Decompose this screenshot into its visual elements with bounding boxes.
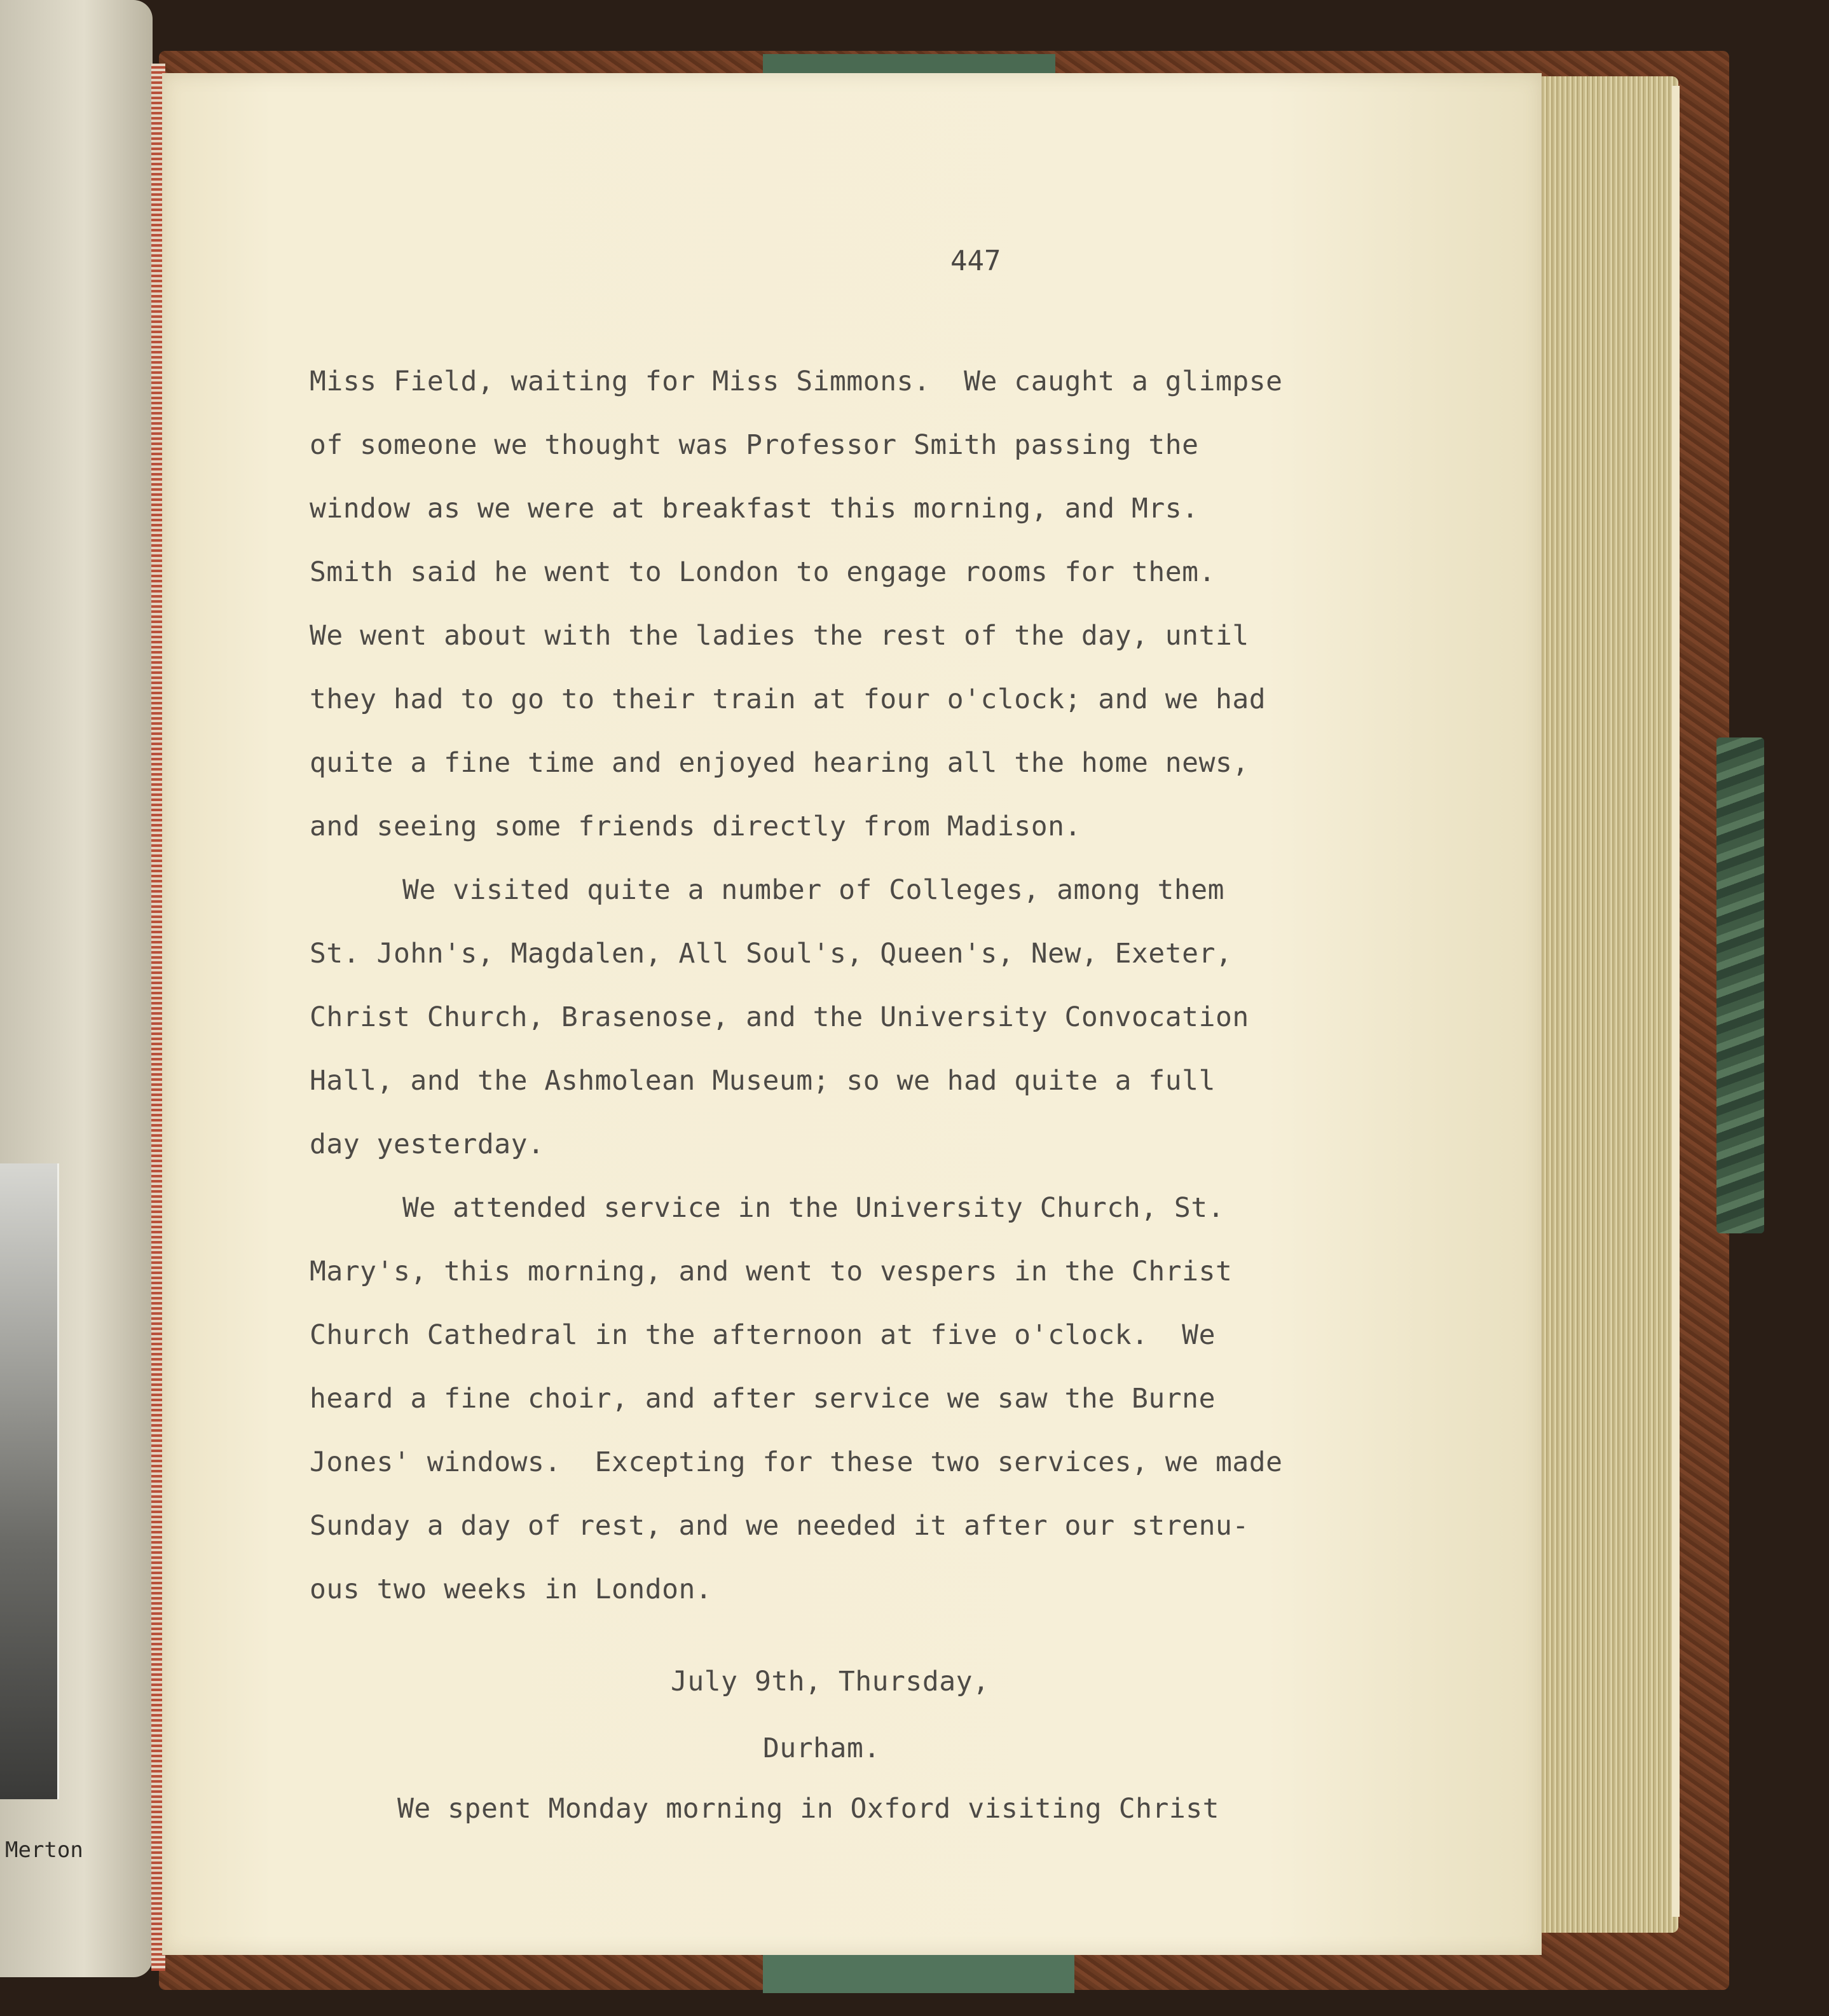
text-line: We spent Monday morning in Oxford visiting Christ (397, 1793, 1220, 1825)
text-line: they had to go to their train at four o'clock; and we had (310, 683, 1266, 715)
text-line: We went about with the ladies the rest of the day, until (310, 620, 1249, 652)
text-line: day yesterday. (310, 1128, 545, 1160)
dateline: July 9th, Thursday, (671, 1666, 990, 1697)
page-edges (1532, 76, 1678, 1933)
text-line: We attended service in the University Church, St. (402, 1192, 1225, 1224)
left-page (0, 0, 153, 1977)
place-heading: Durham. (763, 1732, 880, 1764)
text-line: Smith said he went to London to engage rooms for them. (310, 556, 1216, 588)
ribbon-tab-right (1716, 737, 1764, 1233)
text-line: Hall, and the Ashmolean Museum; so we had quite a full (310, 1065, 1216, 1097)
text-line: Christ Church, Brasenose, and the University Convocation (310, 1001, 1249, 1033)
text-line: Church Cathedral in the afternoon at five o'clock. We (310, 1319, 1216, 1351)
text-line: and seeing some friends directly from Madison. (310, 811, 1081, 842)
text-line: We visited quite a number of Colleges, among them (402, 874, 1225, 906)
text-line: heard a fine choir, and after service we saw the Burne (310, 1383, 1216, 1415)
text-line: Mary's, this morning, and went to vespers in the Christ (310, 1256, 1233, 1287)
text-line: St. John's, Magdalen, All Soul's, Queen's, New, Exeter, (310, 938, 1233, 970)
text-line: Sunday a day of rest, and we needed it after our strenu- (310, 1510, 1249, 1542)
text-line: Jones' windows. Excepting for these two services, we made (310, 1446, 1283, 1478)
tipped-in-photo (0, 1163, 59, 1799)
right-page (162, 73, 1542, 1955)
photo-caption: Merton (5, 1837, 83, 1863)
text-line: quite a fine time and enjoyed hearing all the home news, (310, 747, 1249, 779)
text-line: window as we were at breakfast this morning, and Mrs. (310, 493, 1199, 525)
page-number: 447 (950, 245, 1001, 277)
text-line: of someone we thought was Professor Smith passing the (310, 429, 1199, 461)
ribbon-tab-bottom (763, 1955, 1074, 1993)
text-line: Miss Field, waiting for Miss Simmons. We caught a glimpse (310, 366, 1283, 397)
page-edges-highlight (1672, 86, 1680, 1917)
text-line: ous two weeks in London. (310, 1574, 713, 1605)
